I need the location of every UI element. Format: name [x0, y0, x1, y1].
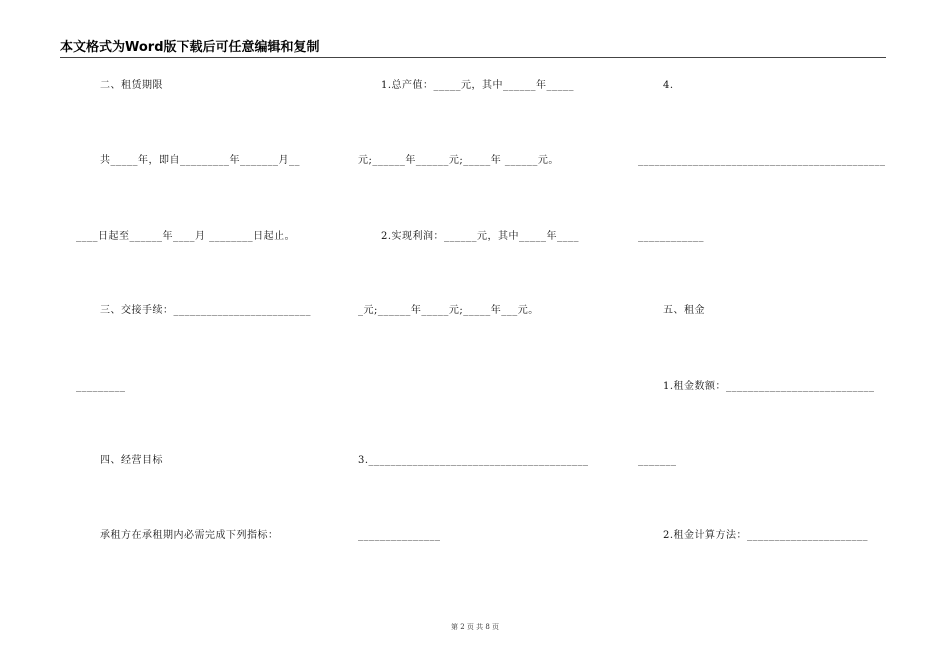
lease-term-heading: 二、租赁期限	[100, 80, 163, 91]
lease-term-line-1: 共_____年，即自_________年_______月__	[100, 155, 300, 166]
profit-line-2: _元;______年_____元;_____年___元。	[358, 305, 539, 316]
total-output-line-2: 元;______年______元;_____年 ______元。	[358, 155, 559, 166]
handover-blank-line: _________	[76, 381, 126, 392]
target-item-3-line-1: 3.________________________________________	[358, 455, 589, 466]
rent-amount-continuation: _______	[638, 455, 677, 466]
business-target-intro: 承租方在承租期内必需完成下列指标：	[100, 530, 279, 541]
rent-calculation-line: 2.租金计算方法：______________________	[663, 530, 869, 541]
document-header: 本文格式为Word版下载后可任意编辑和复制	[60, 36, 886, 58]
target-item-4-line-2: ____________	[638, 231, 704, 242]
target-item-4-label: 4.	[663, 80, 674, 91]
profit-line-1: 2.实现利润：______元，其中_____年____	[381, 231, 580, 242]
business-target-heading: 四、经营目标	[100, 455, 163, 466]
rent-amount-line: 1.租金数额：___________________________	[663, 381, 875, 392]
target-item-4-line-1: _____________________________________________	[638, 155, 886, 166]
total-output-line-1: 1.总产值：_____元，其中______年_____	[381, 80, 575, 91]
page-number: 第 2 页 共 8 页	[450, 623, 500, 631]
rent-heading: 五、租金	[663, 305, 705, 316]
lease-term-line-2: ____日起至______年____月 ________日起止。	[76, 231, 296, 242]
handover-heading: 三、交接手续：_________________________	[100, 305, 311, 316]
target-item-3-line-2: _______________	[358, 530, 441, 541]
